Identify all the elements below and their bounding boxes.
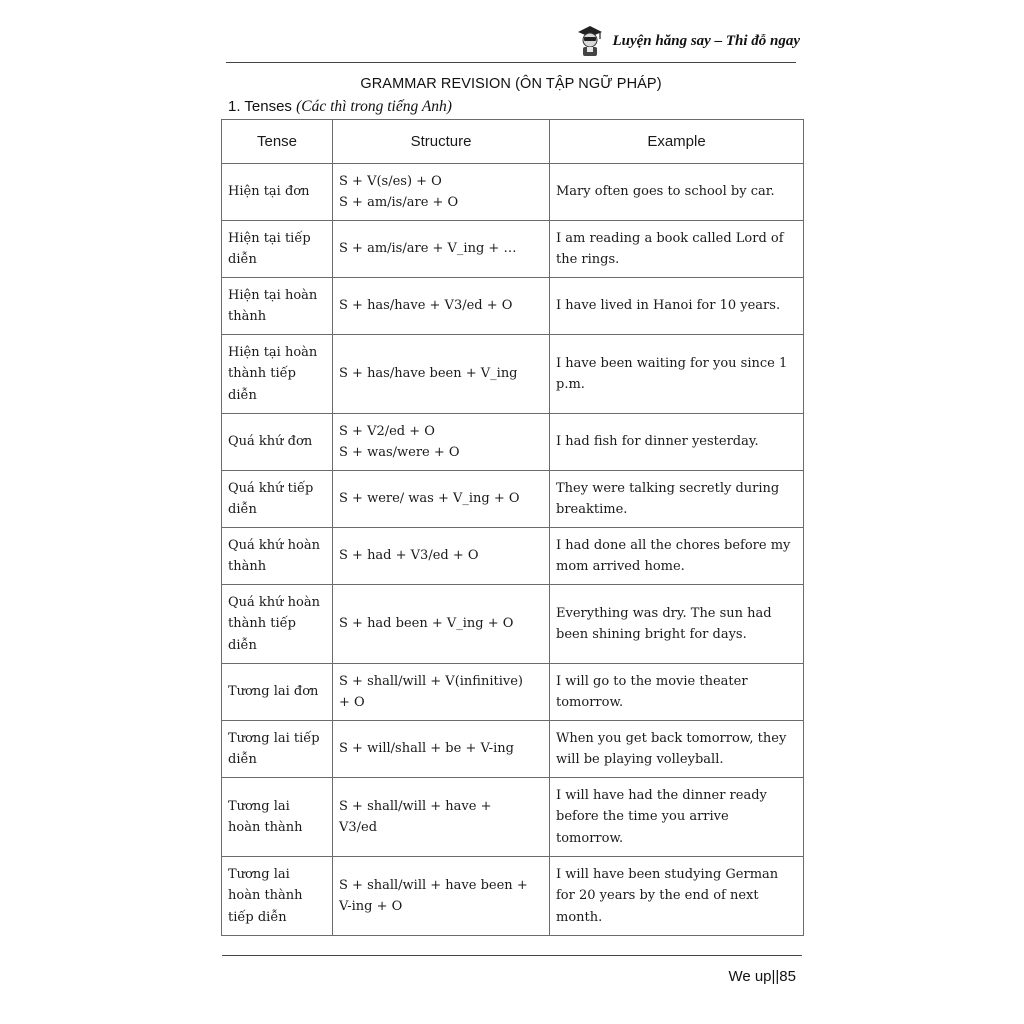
example-text-line: month. bbox=[556, 909, 603, 925]
example-text-line: tomorrow. bbox=[556, 695, 624, 710]
cell-tense bbox=[222, 471, 333, 528]
cell-structure bbox=[333, 221, 550, 278]
cell-example bbox=[550, 664, 804, 721]
header-divider bbox=[226, 62, 796, 63]
tenses-table bbox=[221, 119, 804, 936]
cell-tense bbox=[222, 585, 333, 664]
cell-example bbox=[550, 471, 804, 528]
table-row bbox=[222, 857, 804, 936]
table-row bbox=[222, 164, 804, 221]
cell-structure bbox=[333, 278, 550, 335]
page-title: GRAMMAR REVISION (ÔN TẬP NGỮ PHÁP) bbox=[360, 76, 662, 92]
cell-example bbox=[550, 857, 804, 936]
example-text-line: for 20 years by the end of next bbox=[556, 888, 759, 904]
structure-text-line: S + V(s/es) + O bbox=[339, 173, 442, 189]
example-text-line: I have been waiting for you since 1 bbox=[556, 355, 788, 371]
example-text-line: I will have been studying German bbox=[556, 866, 779, 882]
structure-text-line: S + had + V3/ed + O bbox=[339, 548, 479, 564]
structure-text-line: S + am/is/are + O bbox=[339, 195, 459, 210]
tense-text-line: Hiện tại hoàn bbox=[228, 287, 318, 303]
tense-text-line: Quá khứ tiếp bbox=[228, 480, 314, 496]
example-text-line: I had fish for dinner yesterday. bbox=[556, 434, 759, 450]
tense-text-line: Hiện tại đơn bbox=[228, 184, 310, 200]
tense-text-line: thành tiếp bbox=[228, 616, 296, 632]
structure-text-line: S + has/have been + V_ing bbox=[339, 366, 518, 382]
example-text-line: breaktime. bbox=[556, 502, 628, 517]
tense-text-line: hoàn thành bbox=[228, 820, 303, 835]
table-row bbox=[222, 335, 804, 414]
cell-example bbox=[550, 221, 804, 278]
structure-text-line: S + shall/will + V(infinitive) bbox=[339, 673, 523, 689]
cell-tense bbox=[222, 414, 333, 471]
structure-text-line: S + were/ was + V_ing + O bbox=[339, 491, 520, 507]
example-text-line: Everything was dry. The sun had bbox=[556, 605, 772, 621]
structure-text-line: S + had been + V_ing + O bbox=[339, 616, 514, 632]
header-structure: Structure bbox=[333, 120, 550, 164]
cell-tense bbox=[222, 664, 333, 721]
tense-text-line: diễn bbox=[228, 637, 257, 653]
tense-text-line: Tương lai tiếp bbox=[228, 730, 320, 746]
cell-example bbox=[550, 528, 804, 585]
cell-structure bbox=[333, 721, 550, 778]
cell-structure bbox=[333, 585, 550, 664]
table-header-row bbox=[222, 120, 804, 164]
tense-text-line: diễn bbox=[228, 752, 257, 767]
cell-structure bbox=[333, 528, 550, 585]
example-text-line: before the time you arrive bbox=[556, 809, 729, 825]
tense-text-line: thành tiếp bbox=[228, 366, 296, 382]
cell-example bbox=[550, 414, 804, 471]
cell-tense bbox=[222, 164, 333, 221]
cell-tense bbox=[222, 721, 333, 778]
cell-structure bbox=[333, 164, 550, 221]
table-row bbox=[222, 585, 804, 664]
structure-text-line: + O bbox=[339, 695, 365, 710]
tense-text-line: tiếp diễn bbox=[228, 909, 287, 925]
tense-text-line: Hiện tại hoàn bbox=[228, 344, 318, 360]
footer-divider bbox=[222, 955, 802, 956]
example-text-line: the rings. bbox=[556, 252, 620, 267]
structure-text-line: S + has/have + V3/ed + O bbox=[339, 298, 513, 314]
header-motto: Luyện hăng say – Thi đỗ ngay bbox=[612, 32, 800, 49]
tense-text-line: Quá khứ hoàn bbox=[228, 537, 320, 553]
structure-text-line: S + shall/will + have been + bbox=[339, 877, 528, 893]
cell-tense bbox=[222, 335, 333, 414]
cell-example bbox=[550, 164, 804, 221]
section-label: 1. Tenses bbox=[228, 98, 292, 115]
cell-example bbox=[550, 778, 804, 857]
tense-text-line: thành bbox=[228, 559, 267, 574]
cell-tense bbox=[222, 857, 333, 936]
table-row bbox=[222, 414, 804, 471]
tense-text-line: hoàn thành bbox=[228, 888, 303, 904]
example-text-line: Mary often goes to school by car. bbox=[556, 184, 775, 200]
cell-structure bbox=[333, 335, 550, 414]
header-tense: Tense bbox=[222, 120, 333, 164]
structure-text-line: S + will/shall + be + V-ing bbox=[339, 741, 514, 757]
example-text-line: I am reading a book called Lord of bbox=[556, 230, 784, 246]
example-text-line: will be playing volleyball. bbox=[556, 752, 724, 767]
tense-text-line: Hiện tại tiếp bbox=[228, 230, 311, 246]
cell-example bbox=[550, 721, 804, 778]
tense-text-line: diễn bbox=[228, 387, 257, 403]
cell-tense bbox=[222, 278, 333, 335]
cell-structure bbox=[333, 414, 550, 471]
tense-text-line: diễn bbox=[228, 502, 257, 517]
cell-structure bbox=[333, 857, 550, 936]
table-row bbox=[222, 778, 804, 857]
cell-tense bbox=[222, 778, 333, 857]
graduate-cap-character-icon bbox=[576, 25, 604, 57]
structure-text-line: V3/ed bbox=[339, 820, 378, 835]
header-example: Example bbox=[550, 120, 804, 164]
section-heading bbox=[228, 98, 452, 116]
example-text-line: been shining bright for days. bbox=[556, 627, 747, 642]
structure-text-line: S + was/were + O bbox=[339, 445, 460, 460]
cell-tense bbox=[222, 221, 333, 278]
table-row bbox=[222, 664, 804, 721]
example-text-line: I had done all the chores before my bbox=[556, 537, 791, 553]
tense-text-line: Quá khứ đơn bbox=[228, 434, 313, 450]
cell-tense bbox=[222, 528, 333, 585]
tense-text-line: diễn bbox=[228, 252, 257, 267]
section-sublabel: (Các thì trong tiếng Anh) bbox=[296, 98, 452, 115]
tense-text-line: Tương lai bbox=[228, 798, 290, 814]
structure-text-line: S + V2/ed + O bbox=[339, 423, 435, 439]
tense-text-line: Tương lai đơn bbox=[228, 684, 319, 700]
table-row bbox=[222, 221, 804, 278]
example-text-line: I have lived in Hanoi for 10 years. bbox=[556, 298, 781, 314]
cell-example bbox=[550, 278, 804, 335]
example-text-line: I will have had the dinner ready bbox=[556, 787, 767, 803]
table-row bbox=[222, 721, 804, 778]
table-row bbox=[222, 278, 804, 335]
page-header bbox=[550, 24, 800, 58]
tense-text-line: Tương lai bbox=[228, 866, 290, 882]
example-text-line: When you get back tomorrow, they bbox=[556, 730, 787, 746]
example-text-line: tomorrow. bbox=[556, 830, 624, 846]
table-row bbox=[222, 471, 804, 528]
table-row bbox=[222, 528, 804, 585]
example-text-line: p.m. bbox=[556, 377, 585, 392]
example-text-line: They were talking secretly during bbox=[556, 480, 780, 496]
cell-structure bbox=[333, 471, 550, 528]
structure-text-line: V-ing + O bbox=[339, 899, 403, 914]
example-text-line: I will go to the movie theater bbox=[556, 673, 748, 689]
example-text-line: mom arrived home. bbox=[556, 559, 685, 574]
structure-text-line: S + shall/will + have + bbox=[339, 798, 492, 814]
cell-structure bbox=[333, 778, 550, 857]
tense-text-line: thành bbox=[228, 309, 267, 324]
page-number: We up||85 bbox=[728, 968, 796, 985]
cell-example bbox=[550, 335, 804, 414]
tense-text-line: Quá khứ hoàn bbox=[228, 594, 320, 610]
structure-text-line: S + am/is/are + V_ing + … bbox=[339, 241, 517, 257]
cell-example bbox=[550, 585, 804, 664]
cell-structure bbox=[333, 664, 550, 721]
